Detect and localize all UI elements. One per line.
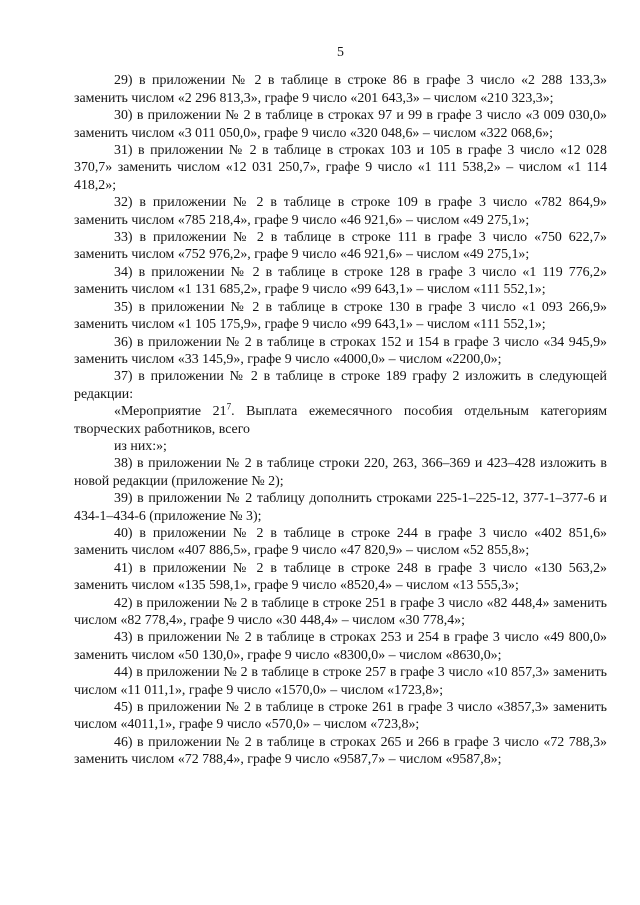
list-item: 37) в приложении № 2 в таблице в строке 189 графу 2 изложить в следующей редакции: <box>74 369 607 402</box>
list-item: 41) в приложении № 2 в таблице в строке 248 в графе 3 число «130 563,2» заменить числом «135 598,1», графе 9 число «8520,4» – числом «13 555,3»; <box>74 560 607 594</box>
list-item: 33) в приложении № 2 в таблице в строке 111 в графе 3 число «750 622,7» заменить числом «752 976,2», графе 9 число «46 921,6» – числом «49 275,1»; <box>74 230 607 263</box>
list-item: 32) в приложении № 2 в таблице в строке 109 в графе 3 число «782 864,9» заменить числом «785 218,4», графе 9 число «46 921,6» – числом «49 275,1»; <box>74 195 607 228</box>
list-item: 34) в приложении № 2 в таблице в строке 128 в графе 3 число «1 119 776,2» заменить числом «1 131 685,2», графе 9 число «99 643,1» – числом «111 552,1»; <box>74 264 607 298</box>
list-item: 31) в приложении № 2 в таблице в строках 103 и 105 в графе 3 число «12 028 370,7» заменить числом «12 031 250,7», графе 9 число «1 111 538,2» – числом «1 114 418,2»; <box>74 143 607 193</box>
quote-text-start: «Мероприятие 21 <box>114 404 227 420</box>
quoted-text-end: из них:»; <box>114 438 167 454</box>
list-item: 39) в приложении № 2 таблицу дополнить строками 225-1–225-12, 377-1–377-6 и 434-1–434-6 (приложение № 3); <box>74 491 607 524</box>
list-item: 45) в приложении № 2 в таблице в строке 261 в графе 3 число «3857,3» заменить числом «4011,1», графе 9 число «570,0» – числом «723,8»; <box>74 700 607 733</box>
list-item: 30) в приложении № 2 в таблице в строках 97 и 99 в графе 3 число «3 009 030,0» заменить числом «3 011 050,0», графе 9 число «320 048,6» – числом «322 068,6»; <box>74 108 607 141</box>
list-item: 35) в приложении № 2 в таблице в строке 130 в графе 3 число «1 093 266,9» заменить числом «1 105 175,9», графе 9 число «99 643,1» – числом «111 552,1»; <box>74 299 607 333</box>
list-item: 46) в приложении № 2 в таблице в строках 265 и 266 в графе 3 число «72 788,3» заменить числом «72 788,4», графе 9 число «9587,7» – числом «9587,8»; <box>74 734 607 768</box>
quote-superscript: 7 <box>226 401 232 412</box>
page-number: 5 <box>337 45 344 60</box>
list-item: 43) в приложении № 2 в таблице в строках 253 и 254 в графе 3 число «49 800,0» заменить числом «50 130,0», графе 9 число «8300,0» – числом «8630,0»; <box>74 630 607 663</box>
list-item: 29) в приложении № 2 в таблице в строке 86 в графе 3 число «2 288 133,3» заменить числом «2 296 813,3», графе 9 число «201 643,3» – числом «210 323,3»; <box>74 73 607 106</box>
quoted-text <box>74 403 607 438</box>
document-page <box>74 44 607 769</box>
list-item: 36) в приложении № 2 в таблице в строках 152 и 154 в графе 3 число «34 945,9» заменить числом «33 145,9», графе 9 число «4000,0» – числом «2200,0»; <box>74 334 607 367</box>
quote-text-end: . Выплата ежемесячного пособия отдельным категориям творческих работников, всего <box>74 404 607 437</box>
list-item: 44) в приложении № 2 в таблице в строке 257 в графе 3 число «10 857,3» заменить числом «11 011,1», графе 9 число «1570,0» – числом «1723,8»; <box>74 665 607 698</box>
list-item: 42) в приложении № 2 в таблице в строке 251 в графе 3 число «82 448,4» заменить числом «82 778,4», графе 9 число «30 448,4» – числом «30 778,4»; <box>74 595 607 628</box>
list-item: 40) в приложении № 2 в таблице в строке 244 в графе 3 число «402 851,6» заменить числом «407 886,5», графе 9 число «47 820,9» – числом «52 855,8»; <box>74 525 607 559</box>
list-item: 38) в приложении № 2 в таблице строки 220, 263, 366–369 и 423–428 изложить в новой редакции (приложение № 2); <box>74 456 607 489</box>
